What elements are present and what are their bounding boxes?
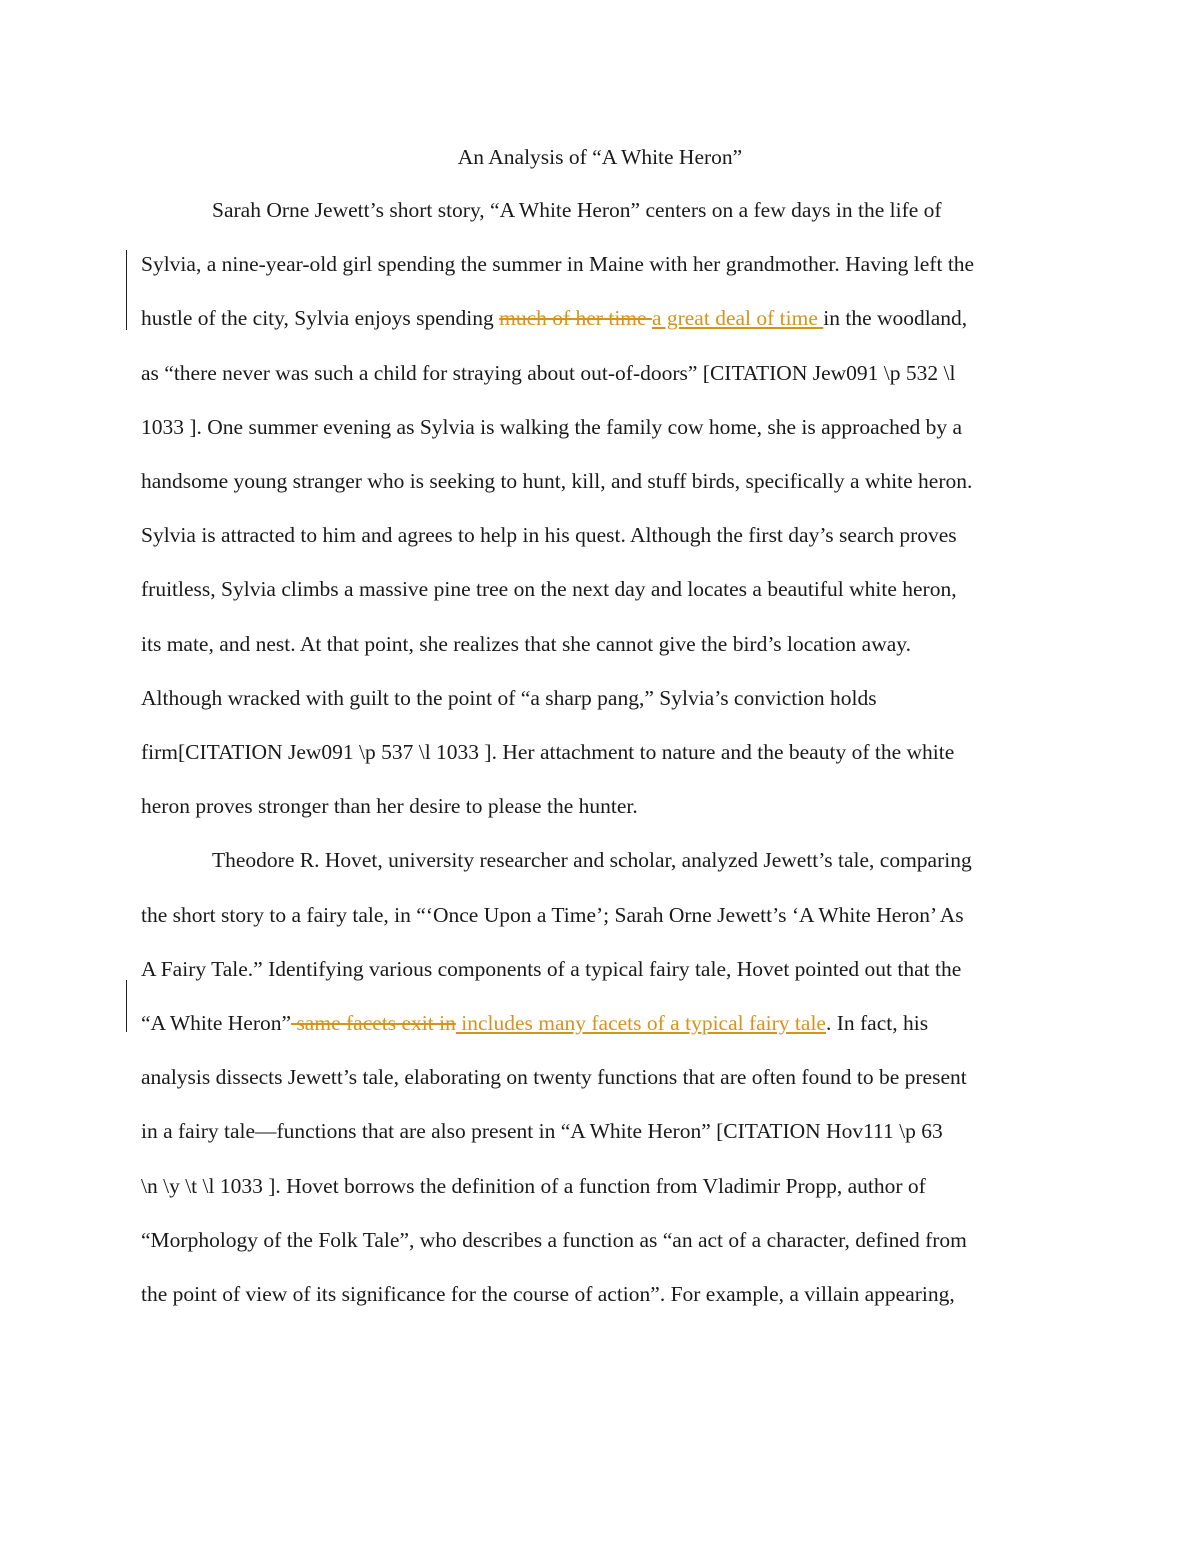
text-run: the short story to a fairy tale, in “‘Once Upon a Time’; Sarah Orne Jewett’s ‘A White Heron’ As	[141, 902, 964, 927]
text-run: 1033 ]. One summer evening as Sylvia is walking the family cow home, she is approached by a	[141, 414, 962, 439]
document-title: An Analysis of “A White Heron”	[457, 145, 743, 169]
text-line	[141, 521, 957, 549]
text-line	[141, 1172, 926, 1200]
text-line	[141, 738, 954, 766]
text-run: . In fact, his	[825, 1011, 929, 1035]
text-line	[141, 1009, 928, 1037]
text-run: fruitless, Sylvia climbs a massive pine tree on the next day and locates a beautiful white heron,	[141, 577, 957, 602]
text-run: \n \y \t \l 1033 ]. Hovet borrows the definition of a function from Vladimir Propp, author of	[141, 1173, 926, 1198]
text-run: Although wracked with guilt to the point of “a sharp pang,” Sylvia’s conviction holds	[141, 685, 877, 710]
text-run: analysis dissects Jewett’s tale, elaborating on twenty functions that are often found to be present	[141, 1065, 967, 1090]
text-line	[212, 846, 972, 874]
revision-change-bar	[126, 250, 127, 330]
text-run: Sylvia, a nine-year-old girl spending the summer in Maine with her grandmother. Having left the	[141, 252, 975, 277]
text-line	[141, 1280, 955, 1308]
text-run: “Morphology of the Folk Tale”, who describes a function as “an act of a character, defined from	[141, 1227, 967, 1252]
text-run: heron proves stronger than her desire to please the hunter.	[141, 794, 638, 819]
text-line	[141, 1226, 967, 1254]
text-run: Theodore R. Hovet, university researcher and scholar, analyzed Jewett’s tale, comparing	[212, 848, 972, 873]
text-run: hustle of the city, Sylvia enjoys spending	[141, 306, 500, 331]
text-line	[141, 575, 957, 603]
tracked-insertion: includes many facets of a typical fairy tale	[455, 1011, 826, 1035]
text-line	[141, 792, 638, 820]
text-run: its mate, and nest. At that point, she realizes that she cannot give the bird’s location away.	[141, 631, 912, 656]
text-line	[141, 955, 961, 983]
text-line	[141, 630, 911, 658]
text-run: Sarah Orne Jewett’s short story, “A White Heron” centers on a few days in the life of	[212, 198, 942, 222]
text-line	[141, 359, 955, 387]
text-run: “A White Heron”	[141, 1011, 292, 1035]
text-run: as “there never was such a child for straying about out-of-doors” [CITATION Jew091 \p 532 \l	[141, 360, 956, 385]
text-run: firm[CITATION Jew091 \p 537 \l 1033 ]. Her attachment to nature and the beauty of the white	[141, 740, 955, 764]
text-run: in a fairy tale—functions that are also present in “A White Heron” [CITATION Hov111 \p 63	[141, 1119, 943, 1144]
text-run: in the woodland,	[823, 306, 968, 331]
text-run: A Fairy Tale.” Identifying various components of a typical fairy tale, Hovet pointed out that the	[141, 956, 962, 981]
text-line	[141, 684, 877, 712]
text-line	[141, 1117, 943, 1145]
text-line	[141, 304, 967, 332]
text-run: the point of view of its significance for the course of action”. For example, a villain appearing,	[141, 1282, 955, 1306]
tracked-deletion: much of her time	[499, 306, 652, 331]
text-line	[141, 1063, 967, 1091]
tracked-insertion: a great deal of time	[651, 306, 824, 331]
text-line	[212, 196, 942, 224]
text-run: handsome young stranger who is seeking to hunt, kill, and stuff birds, specifically a white heron.	[141, 469, 973, 493]
text-line	[141, 413, 962, 441]
tracked-deletion: same facets exit in	[291, 1011, 456, 1035]
text-line	[141, 250, 974, 278]
text-line	[141, 901, 964, 929]
revision-change-bar	[126, 980, 127, 1032]
text-line	[141, 467, 972, 495]
text-run: Sylvia is attracted to him and agrees to help in his quest. Although the first day’s search proves	[141, 523, 957, 548]
